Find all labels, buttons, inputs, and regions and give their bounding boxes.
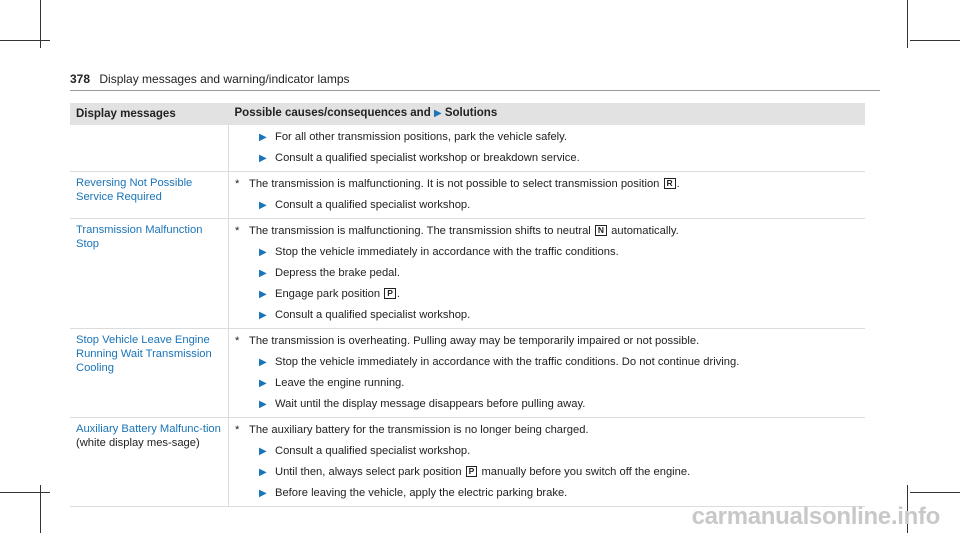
- display-message: Stop Vehicle Leave Engine Running Wait Transmission Cooling: [76, 334, 212, 374]
- gear-position-icon: N: [595, 225, 607, 236]
- line-text-wrap: [259, 245, 619, 259]
- solution-step: [235, 151, 859, 165]
- display-message: Transmission Malfunction Stop: [76, 224, 203, 250]
- causes-solutions-cell: [229, 172, 866, 219]
- display-message-cell: [70, 329, 229, 418]
- display-message-cell: [70, 172, 229, 219]
- line-text-wrap: [259, 376, 404, 390]
- play-arrow-icon: ▶: [259, 289, 267, 300]
- line-text-after: .: [396, 288, 401, 300]
- line-text-wrap: [259, 444, 470, 458]
- play-arrow-icon: ▶: [259, 357, 267, 368]
- display-message-cell: [70, 418, 229, 507]
- causes-solutions-cell: [229, 329, 866, 418]
- play-arrow-icon: ▶: [433, 108, 442, 119]
- display-message-note: (white display mes-sage): [76, 437, 200, 449]
- line-text: Consult a qualified specialist workshop.: [275, 199, 471, 211]
- play-arrow-icon: ▶: [259, 132, 267, 143]
- display-message: Auxiliary Battery Malfunc-tion: [76, 423, 221, 435]
- causes-solutions-cell: [229, 418, 866, 507]
- line-text: The auxiliary battery for the transmission is no longer being charged.: [249, 424, 589, 436]
- line-text: Leave the engine running.: [275, 377, 405, 389]
- gear-position-icon: P: [466, 466, 478, 477]
- line-text: The transmission is malfunctioning. It is not possible to select transmission position: [249, 178, 660, 190]
- gear-position-icon: R: [664, 178, 676, 189]
- table-body: [70, 125, 865, 507]
- solution-step: [235, 486, 859, 500]
- solution-step: [235, 444, 859, 458]
- cause-text: [235, 177, 859, 191]
- solution-step: [235, 198, 859, 212]
- play-arrow-icon: ▶: [259, 467, 267, 478]
- solution-step: [235, 245, 859, 259]
- table-row: [70, 219, 865, 329]
- watermark: carmanualsonline.info: [691, 503, 940, 530]
- crop-mark: [907, 0, 908, 48]
- line-text-wrap: [259, 397, 585, 411]
- page-header: [70, 72, 880, 91]
- play-arrow-icon: ▶: [259, 446, 267, 457]
- messages-table: [70, 103, 865, 507]
- table-row: [70, 329, 865, 418]
- line-text-after: .: [676, 178, 680, 190]
- cause-text: [235, 334, 859, 348]
- solution-step: [235, 130, 859, 144]
- solution-step: [235, 287, 859, 301]
- solution-step: [235, 266, 859, 280]
- line-text-wrap: [249, 225, 679, 237]
- cause-text: [235, 224, 859, 238]
- display-message: Reversing Not Possible Service Required: [76, 177, 193, 203]
- line-text: The transmission is overheating. Pulling away may be temporarily impaired or not possible.: [249, 335, 700, 347]
- line-text: Consult a qualified specialist workshop.: [275, 309, 471, 321]
- causes-solutions-cell: [229, 125, 866, 172]
- display-message-cell: [70, 125, 229, 172]
- line-text: The transmission is malfunctioning. The transmission shifts to neutral: [249, 225, 591, 237]
- asterisk-icon: *: [235, 225, 240, 237]
- play-arrow-icon: ▶: [259, 153, 267, 164]
- page-title: Display messages and warning/indicator lamps: [99, 72, 350, 86]
- crop-mark: [0, 492, 50, 493]
- play-arrow-icon: ▶: [259, 399, 267, 410]
- solution-step: [235, 308, 859, 322]
- table-row: [70, 418, 865, 507]
- col-header-messages: Display messages: [70, 103, 229, 125]
- play-arrow-icon: ▶: [259, 310, 267, 321]
- play-arrow-icon: ▶: [259, 488, 267, 499]
- line-text: Consult a qualified specialist workshop.: [275, 445, 471, 457]
- table-row: [70, 125, 865, 172]
- crop-mark: [0, 40, 50, 41]
- asterisk-icon: *: [235, 424, 240, 436]
- line-text-after: manually before you switch off the engine.: [481, 466, 691, 478]
- line-text-after: automatically.: [611, 225, 679, 237]
- asterisk-icon: *: [235, 178, 240, 190]
- play-arrow-icon: ▶: [259, 200, 267, 211]
- line-text-wrap: [249, 178, 680, 190]
- line-text: Engage park position: [275, 288, 381, 300]
- solution-step: [235, 465, 859, 479]
- play-arrow-icon: ▶: [259, 268, 267, 279]
- col-header-causes: Possible causes/consequences and ▶ Solutions: [229, 103, 866, 125]
- line-text-wrap: [259, 308, 470, 322]
- line-text-wrap: [259, 266, 400, 280]
- line-text-wrap: [259, 151, 580, 165]
- line-text-wrap: [249, 424, 589, 436]
- asterisk-icon: *: [235, 335, 240, 347]
- line-text-wrap: [249, 335, 699, 347]
- causes-solutions-cell: [229, 219, 866, 329]
- solution-step: [235, 376, 859, 390]
- solution-step: [235, 355, 859, 369]
- play-arrow-icon: ▶: [259, 378, 267, 389]
- page-number: 378: [70, 72, 91, 86]
- gear-position-icon: P: [384, 288, 396, 299]
- line-text: Stop the vehicle immediately in accordance with the traffic conditions. Do not continue driving.: [275, 356, 740, 368]
- cause-text: [235, 423, 859, 437]
- line-text-wrap: [259, 465, 690, 479]
- display-message-cell: [70, 219, 229, 329]
- line-text: Consult a qualified specialist workshop or breakdown service.: [275, 152, 580, 164]
- line-text-wrap: [259, 130, 567, 144]
- line-text-wrap: [259, 355, 739, 369]
- table-row: [70, 172, 865, 219]
- crop-mark: [910, 40, 960, 41]
- line-text: Stop the vehicle immediately in accordance with the traffic conditions.: [275, 246, 619, 258]
- crop-mark: [910, 492, 960, 493]
- line-text: Before leaving the vehicle, apply the electric parking brake.: [275, 487, 568, 499]
- line-text: For all other transmission positions, park the vehicle safely.: [275, 131, 568, 143]
- solution-step: [235, 397, 859, 411]
- line-text-wrap: [259, 486, 567, 500]
- line-text: Until then, always select park position: [275, 466, 462, 478]
- line-text-wrap: [259, 287, 400, 301]
- table-header-row: [70, 103, 865, 125]
- play-arrow-icon: ▶: [259, 247, 267, 258]
- line-text-wrap: [259, 198, 470, 212]
- line-text: Wait until the display message disappears before pulling away.: [275, 398, 586, 410]
- line-text: Depress the brake pedal.: [275, 267, 401, 279]
